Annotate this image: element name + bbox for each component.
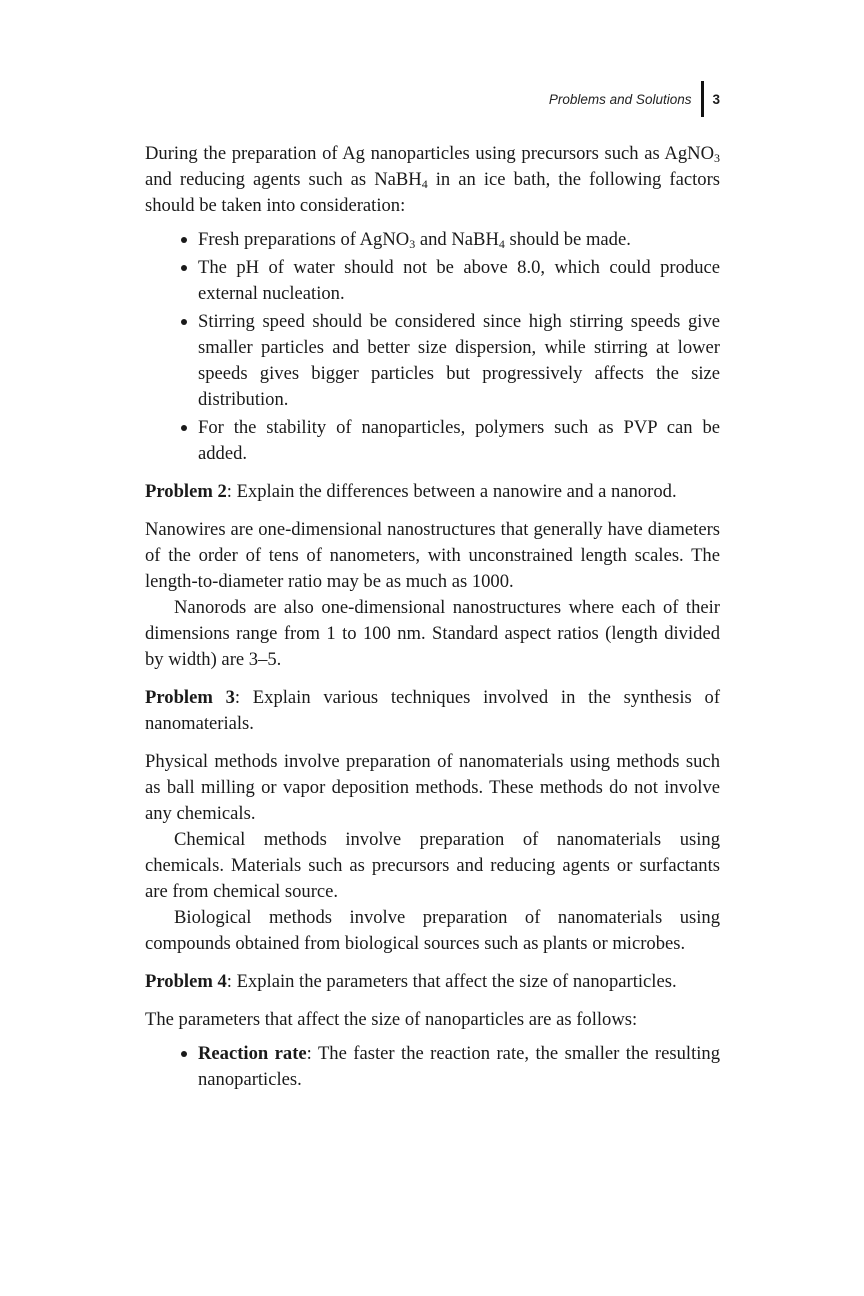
text-run: The pH of water should not be above 8.0, which could produce external nucleation. <box>198 257 720 304</box>
paragraph <box>145 1007 720 1033</box>
text-run: During the preparation of Ag nanoparticles using precursors such as AgNO <box>145 143 714 164</box>
subscript: 4 <box>421 177 428 191</box>
bold-label: Problem 2 <box>145 481 227 502</box>
text-run: Stirring speed should be considered since high stirring speeds give smaller particles and better size dispersion, while stirring at lower speeds gives bigger particles but progressively affects the size distribution. <box>198 311 720 410</box>
bullet-list <box>145 1041 720 1093</box>
subscript: 3 <box>714 151 720 165</box>
list-item <box>198 309 720 413</box>
text-run: Biological methods involve preparation of nanomaterials using compounds obtained from biological sources such as plants or microbes. <box>145 907 720 954</box>
paragraph <box>145 969 720 995</box>
text-run: : Explain the parameters that affect the size of nanoparticles. <box>226 971 677 992</box>
list-item <box>198 1041 720 1093</box>
text-run: For the stability of nanoparticles, polymers such as PVP can be added. <box>198 417 720 464</box>
text-run: and NaBH <box>415 229 499 250</box>
text-run: Nanorods are also one-dimensional nanostructures where each of their dimensions range from 1 to 100 nm. Standard aspect ratios (length divided by width) are 3–5. <box>145 597 720 670</box>
text-run: and reducing agents such as NaBH <box>145 169 422 190</box>
bullet-list <box>145 227 720 467</box>
text-run: Physical methods involve preparation of nanomaterials using methods such as ball milling or vapor deposition methods. These methods do not involve any chemicals. <box>145 751 720 824</box>
paragraph <box>145 141 720 219</box>
page-body <box>145 141 720 1095</box>
text-run: : The faster the reaction rate, the smaller the resulting nanoparticles. <box>198 1043 720 1090</box>
text-run: : Explain the differences between a nanowire and a nanorod. <box>226 481 677 502</box>
subscript: 3 <box>409 237 416 251</box>
subscript: 4 <box>498 237 505 251</box>
running-title: Problems and Solutions <box>548 91 692 107</box>
page-number: 3 <box>712 91 720 107</box>
paragraph <box>145 905 720 957</box>
text-run: should be made. <box>504 229 631 250</box>
text-run: Fresh preparations of AgNO <box>198 229 410 250</box>
text-run: Chemical methods involve preparation of nanomaterials using chemicals. Materials such as precursors and reducing agents or surfactants are from chemical source. <box>145 829 720 902</box>
running-header <box>549 86 720 112</box>
paragraph <box>145 827 720 905</box>
text-run: Nanowires are one-dimensional nanostructures that generally have diameters of the order of tens of nanometers, with unconstrained length scales. The length-to-diameter ratio may be as much as 1000. <box>145 519 720 592</box>
paragraph <box>145 749 720 827</box>
paragraph <box>145 517 720 595</box>
text-run: : Explain various techniques involved in the synthesis of nanomaterials. <box>145 687 721 734</box>
list-item <box>198 255 720 307</box>
list-item <box>198 415 720 467</box>
list-item <box>198 227 720 253</box>
bold-label: Reaction rate <box>198 1043 307 1064</box>
paragraph <box>145 479 720 505</box>
bold-label: Problem 3 <box>145 687 235 708</box>
paragraph <box>145 595 720 673</box>
paragraph <box>145 685 720 737</box>
text-run: The parameters that affect the size of nanoparticles are as follows: <box>145 1009 638 1030</box>
text-run: in an ice bath, the following factors should be taken into consideration: <box>145 169 720 216</box>
bold-label: Problem 4 <box>145 971 227 992</box>
